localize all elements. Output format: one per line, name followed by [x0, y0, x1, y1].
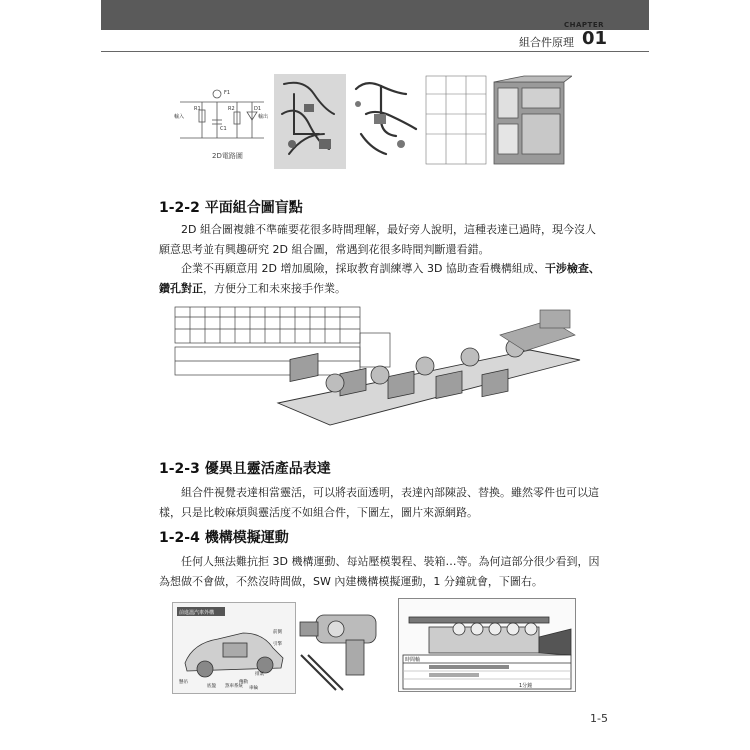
car-callout: 前側: [273, 630, 282, 635]
paragraph: [159, 552, 604, 592]
section-heading: 1-2-3 優異且靈活產品表達: [159, 461, 331, 477]
car-callout: 懸吊: [179, 680, 188, 685]
car-callout: 引擎: [273, 642, 282, 647]
paragraph-emphasis: 干涉檢查、鑽孔對正: [159, 262, 600, 295]
car-callout: 車輪: [249, 686, 258, 691]
paragraph-text: 任何人無法難抗拒 3D 機構運動、每站壓模製程、裝箱…等。為何這部分很少看到，因為想做不會做，不然沒時間做，SW 內建機構模擬運動，1 分鐘就會，下圖右。: [159, 555, 600, 588]
drill-cutaway-image: [296, 600, 396, 692]
paragraph: [159, 220, 604, 260]
production-line-figure: [170, 305, 582, 437]
circuit-label: R1: [194, 106, 201, 112]
simulation-label: 1分鐘: [519, 683, 533, 689]
circuit-label: F1: [224, 90, 231, 96]
motion-simulation-image: [398, 598, 576, 692]
circuit-label: 輸出: [258, 114, 269, 120]
circuit-diagram-figure: [172, 80, 272, 165]
paragraph: [159, 483, 604, 523]
chapter-title: 組合件原理: [519, 36, 574, 49]
car-cutaway-image: [172, 602, 296, 694]
paragraph-text: 2D 組合圖複雜不準確要花很多時間理解，最好旁人說明，這種表達已過時，現今沒人願意思考並有興趣研究 2D 組合圖，常遇到花很多時間判斷還看錯。: [159, 223, 596, 256]
car-callout: 底盤: [207, 684, 216, 689]
circuit-label: D1: [254, 106, 262, 112]
car-callout: 煞車系統: [225, 684, 243, 689]
wiring-diagram-image: [274, 74, 346, 169]
circuit-caption: 2D電路圖: [212, 152, 243, 160]
circuit-label: R2: [228, 106, 235, 112]
wiring-harness-image: [346, 74, 420, 169]
paragraph-text: ，方便分工和未來接手作業。: [203, 282, 346, 295]
page-number: 1-5: [590, 712, 608, 725]
electrical-cabinet-image: [424, 74, 572, 169]
car-callout: 前進溫汽車外構: [179, 610, 215, 616]
section-heading: 1-2-4 機構模擬運動: [159, 530, 289, 546]
chapter-label: CHAPTER: [564, 21, 604, 29]
chapter-number: 01: [582, 28, 608, 49]
paragraph: [159, 259, 604, 299]
car-callout: 排氣: [255, 672, 264, 677]
circuit-label: C1: [220, 126, 227, 132]
car-callout: 傳動: [239, 680, 248, 685]
header-divider: [101, 51, 649, 52]
circuit-label: 輸入: [174, 114, 185, 120]
section-heading: 1-2-2 平面組合圖盲點: [159, 200, 303, 216]
simulation-label: 時間軸: [405, 657, 421, 663]
paragraph-text: 組合件視覺表達相當靈活，可以將表面透明，表達內部陳設、替換。雖然零件也可以這樣，只是比較麻煩與靈活度不如組合件，下圖左，圖片來源網路。: [159, 486, 599, 519]
paragraph-text: 企業不再願意用 2D 增加風險，採取教育訓練導入 3D 協助查看機構組成、: [181, 262, 545, 275]
